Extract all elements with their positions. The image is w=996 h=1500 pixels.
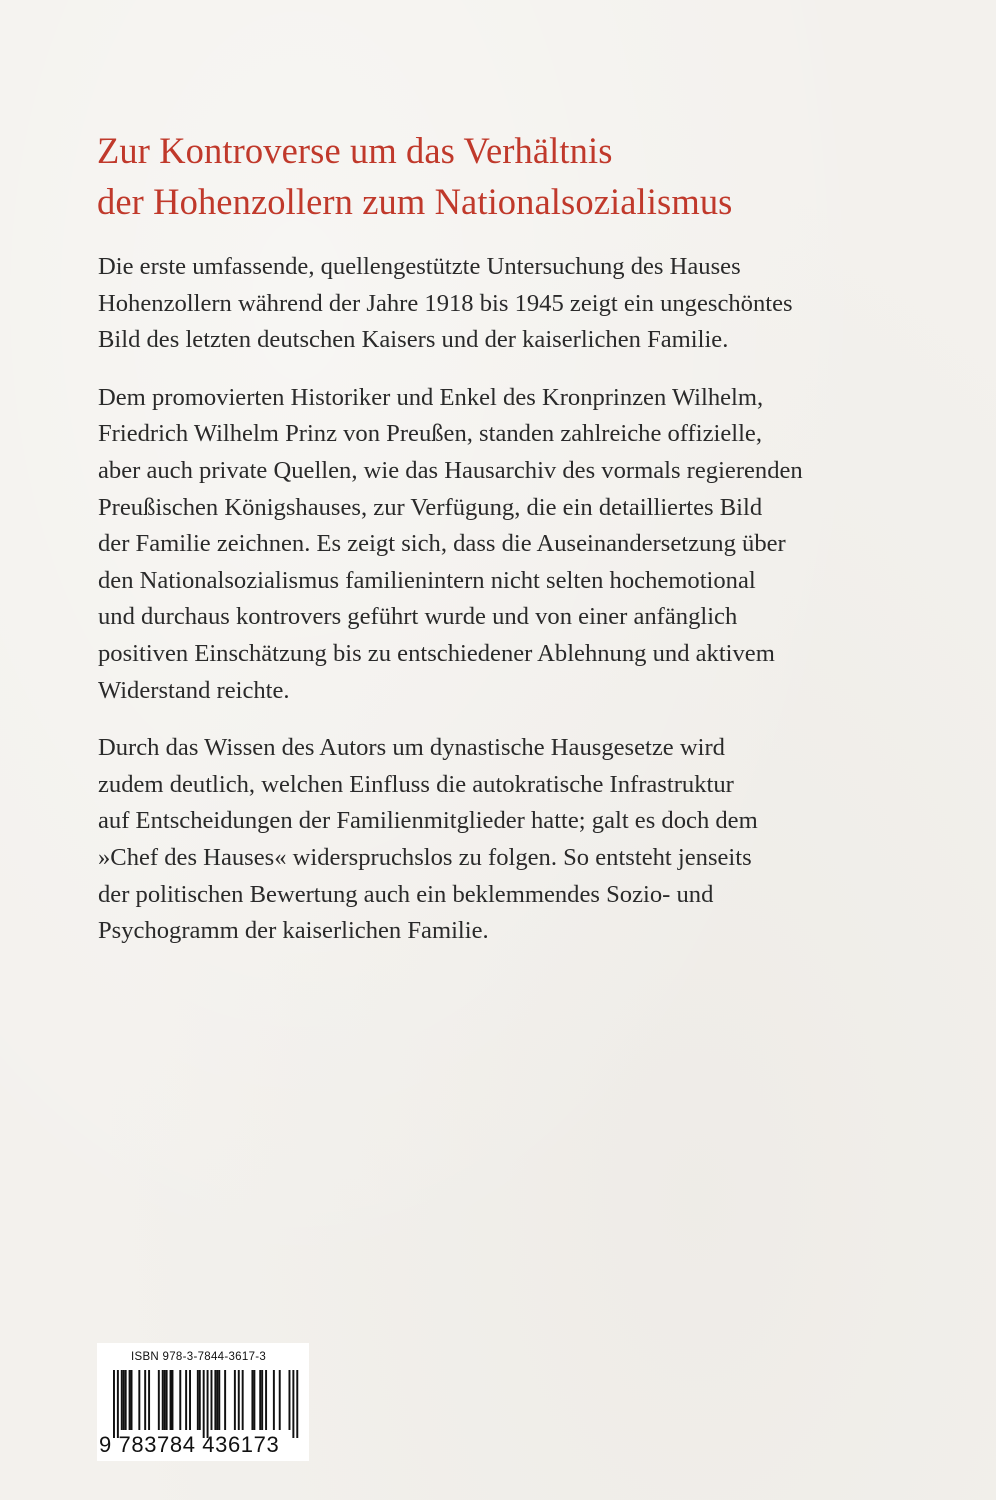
headline — [97, 125, 917, 227]
barcode-bar — [172, 1370, 174, 1430]
barcode-bar — [261, 1370, 263, 1430]
barcode-bar — [251, 1370, 253, 1430]
blurb-paragraph-3 — [98, 730, 918, 950]
barcode-bar — [123, 1370, 125, 1430]
barcode-bar — [289, 1370, 291, 1430]
text-line: Dem promovierten Historiker und Enkel des Kronprinzen Wilhelm, — [98, 383, 764, 411]
barcode-bar — [211, 1370, 213, 1430]
barcode-bar — [125, 1370, 127, 1430]
barcode-bar — [207, 1370, 209, 1438]
barcode-bar — [199, 1370, 201, 1430]
text-line: Durch das Wissen des Autors um dynastische Hausgesetze wird — [98, 734, 725, 762]
barcode-bar — [113, 1370, 115, 1438]
text-line: Bild des letzten deutschen Kaisers und der kaiserlichen Familie. — [98, 326, 729, 354]
barcode-bar — [166, 1370, 168, 1430]
barcode-bar — [148, 1370, 150, 1430]
headline-line-1: Zur Kontroverse um das Verhältnis — [97, 130, 613, 171]
barcode-bar — [131, 1370, 133, 1430]
isbn-label: ISBN 978-3-7844-3617-3 — [131, 1351, 267, 1363]
barcode-bar — [279, 1370, 281, 1430]
barcode-bar — [216, 1370, 218, 1430]
text-line: aber auch private Quellen, wie das Hausarchiv des vormals regierenden — [98, 456, 803, 484]
barcode-bar — [162, 1370, 164, 1430]
barcode-bar — [203, 1370, 205, 1438]
barcode-bar — [292, 1370, 294, 1438]
text-line: Die erste umfassende, quellengestützte Untersuchung des Hauses — [98, 253, 741, 280]
barcode-bar — [164, 1370, 166, 1430]
barcode-bar — [189, 1370, 191, 1430]
barcode-bar — [259, 1370, 261, 1430]
barcode-bar — [121, 1370, 123, 1430]
barcode-bar — [242, 1370, 244, 1430]
barcode-bar — [296, 1370, 298, 1438]
text-line: Widerstand reichte. — [98, 676, 290, 704]
text-line: der politischen Bewertung auch ein beklemmendes Sozio- und — [98, 880, 714, 908]
text-line: Preußischen Königshauses, zur Verfügung, die ein detailliertes Bild — [98, 493, 763, 521]
blurb — [98, 249, 918, 971]
text-line: Hohenzollern während der Jahre 1918 bis 1945 zeigt ein ungeschöntes — [98, 289, 793, 317]
barcode-bar — [273, 1370, 275, 1430]
text-line: der Familie zeichnen. Es zeigt sich, dass die Auseinandersetzung über — [98, 530, 786, 558]
blurb-paragraph-2 — [98, 380, 918, 709]
barcode-bar — [253, 1370, 255, 1430]
text-line: den Nationalsozialismus familienintern nicht selten hochemotional — [98, 566, 756, 594]
headline-line-2: der Hohenzollern zum Nationalsozialismus — [97, 181, 733, 222]
barcode-bar — [117, 1370, 119, 1438]
barcode-bar — [224, 1370, 226, 1430]
text-line: positiven Einschätzung bis zu entschiedener Ablehnung und aktivem — [98, 639, 775, 667]
barcode-bar — [138, 1370, 140, 1430]
barcode-bar — [234, 1370, 236, 1430]
barcode-digits: 9 783784 436173 — [99, 1432, 280, 1457]
text-line: auf Entscheidungen der Familienmitglieder hatte; galt es doch dem — [98, 807, 758, 835]
barcode-bar — [265, 1370, 267, 1430]
barcode-bar — [185, 1370, 187, 1430]
isbn-barcode — [97, 1343, 309, 1461]
text-line: zudem deutlich, welchen Einfluss die autokratische Infrastruktur — [98, 770, 734, 798]
text-line: »Chef des Hauses« widerspruchslos zu folgen. So entsteht jenseits — [98, 843, 752, 871]
barcode-bar — [218, 1370, 220, 1430]
text-line: Psychogramm der kaiserlichen Familie. — [98, 917, 489, 945]
blurb-paragraph-1 — [98, 249, 918, 359]
barcode-bar — [144, 1370, 146, 1430]
barcode-bar — [214, 1370, 216, 1430]
barcode-bar — [129, 1370, 131, 1430]
barcode-bar — [238, 1370, 240, 1430]
barcode-bar — [197, 1370, 199, 1430]
text-line: und durchaus kontrovers geführt wurde und von einer anfänglich — [98, 603, 738, 631]
barcode-bar — [158, 1370, 160, 1430]
barcode-bar — [170, 1370, 172, 1430]
barcode-bar — [179, 1370, 181, 1430]
text-line: Friedrich Wilhelm Prinz von Preußen, standen zahlreiche offizielle, — [98, 420, 762, 448]
